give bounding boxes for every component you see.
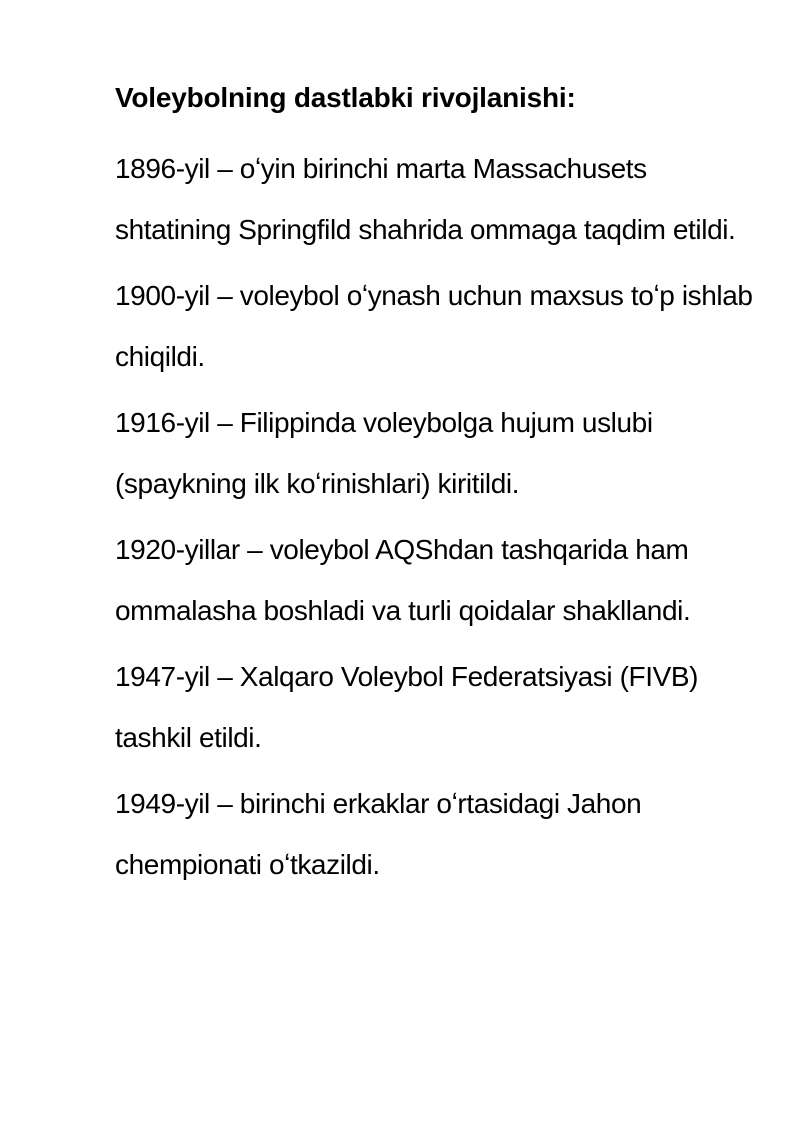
timeline-entry-1920s: 1920-yillar – voleybol AQShdan tashqarida ham ommalasha boshladi va turli qoidalar shakllandi.: [115, 534, 691, 626]
timeline-entry-1900: 1900-yil – voleybol oʻynash uchun maxsus toʻp ishlab chiqildi.: [115, 280, 753, 372]
document-page: [115, 78, 755, 900]
timeline-entry-1916: 1916-yil – Filippinda voleybolga hujum uslubi (spaykning ilk koʻrinishlari) kiritildi.: [115, 407, 653, 499]
document-heading: Voleybolning dastlabki rivojlanishi:: [115, 82, 576, 113]
timeline-entry-1949: 1949-yil – birinchi erkaklar oʻrtasidagi Jahon chempionati oʻtkazildi.: [115, 788, 642, 880]
timeline-entry-1947: 1947-yil – Xalqaro Voleybol Federatsiyasi (FIVB) tashkil etildi.: [115, 661, 699, 753]
timeline-entry-1896: 1896-yil – oʻyin birinchi marta Massachusets shtatining Springfild shahrida ommaga taqdim etildi.: [115, 153, 736, 245]
